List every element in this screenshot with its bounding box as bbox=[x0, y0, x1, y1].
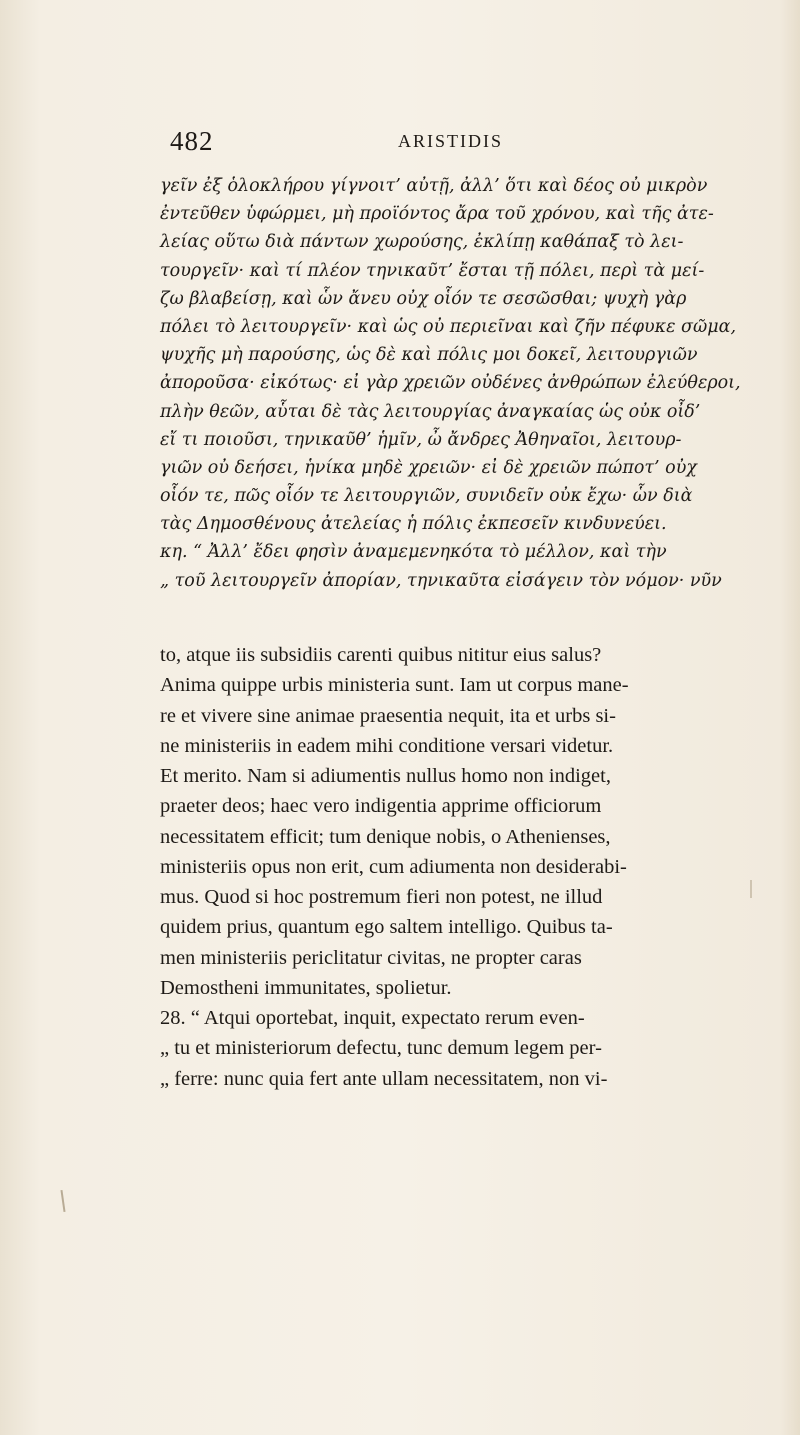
latin-line: Demostheni immunitates, spolietur. bbox=[160, 976, 452, 999]
latin-line: ministeriis opus non erit, cum adiumenta non desiderabi- bbox=[160, 855, 627, 878]
page-number: 482 bbox=[170, 126, 214, 156]
greek-line: ἐντεῦθεν ὑφώρμει, μὴ προϊόντος ἄρα τοῦ χρόνου, καὶ τῆς ἀτε- bbox=[160, 204, 714, 225]
greek-line: γιῶν οὐ δεήσει, ἡνίκα μηδὲ χρειῶν· εἰ δὲ χρειῶν πώποτ’ οὐχ bbox=[160, 457, 697, 478]
latin-line: quidem prius, quantum ego saltem intelligo. Quibus ta- bbox=[160, 916, 613, 939]
greek-line: ἀποροῦσα· εἰκότως· εἰ γὰρ χρειῶν οὐδένες ἀνθρώπων ἐλεύθεροι, bbox=[160, 373, 741, 394]
latin-line: Et merito. Nam si adiumentis nullus homo non indiget, bbox=[160, 765, 611, 787]
greek-line: κη. “ Ἀλλ’ ἔδει φησὶν ἀναμεμενηκότα τὸ μέλλον, καὶ τὴν bbox=[160, 542, 667, 563]
running-head: ARISTIDIS bbox=[398, 131, 504, 151]
latin-line: 28. “ Atqui oportebat, inquit, expectato rerum even- bbox=[160, 1007, 585, 1029]
latin-line: re et vivere sine animae praesentia nequit, ita et urbs si- bbox=[160, 704, 616, 727]
latin-line: „ ferre: nunc quia fert ante ullam necessitatem, non vi- bbox=[160, 1067, 608, 1090]
latin-translation-block bbox=[160, 640, 744, 1094]
latin-line: to, atque iis subsidiis carenti quibus nititur eius salus? bbox=[160, 644, 602, 666]
latin-line: praeter deos; haec vero indigentia apprime officiorum bbox=[160, 795, 602, 818]
latin-line: men ministeriis periclitatur civitas, ne propter caras bbox=[160, 946, 582, 969]
latin-line: mus. Quod si hoc postremum fieri non potest, ne illud bbox=[160, 886, 603, 908]
latin-line: „ tu et ministeriorum defectu, tunc demum legem per- bbox=[160, 1037, 602, 1060]
greek-line: πόλει τὸ λειτουργεῖν· καὶ ὡς οὐ περιεῖναι καὶ ζῆν πέφυκε σῶμα, bbox=[160, 316, 737, 337]
greek-line: τουργεῖν· καὶ τί πλέον τηνικαῦτ’ ἔσται τῇ πόλει, περὶ τὰ μεί- bbox=[160, 260, 705, 281]
greek-text-block bbox=[160, 172, 742, 595]
greek-line: ζω βλαβείσῃ, καὶ ὧν ἄνευ οὐχ οἷόν τε σεσῶσθαι; ψυχὴ γὰρ bbox=[160, 288, 687, 309]
greek-line: οἷόν τε, πῶς οἷόν τε λειτουργιῶν, συνιδεῖν οὐκ ἔχω· ὧν διὰ bbox=[160, 486, 693, 507]
greek-line: ψυχῆς μὴ παρούσης, ὡς δὲ καὶ πόλις μοι δοκεῖ, λειτουργιῶν bbox=[160, 345, 698, 366]
greek-line: „ τοῦ λειτουργεῖν ἀπορίαν, τηνικαῦτα εἰσάγειν τὸν νόμον· νῦν bbox=[160, 570, 722, 591]
latin-line: necessitatem efficit; tum denique nobis, o Athenienses, bbox=[160, 825, 611, 848]
latin-line: Anima quippe urbis ministeria sunt. Iam ut corpus mane- bbox=[160, 674, 629, 697]
margin-pencil-mark bbox=[60, 1190, 65, 1212]
greek-line: πλὴν θεῶν, αὗται δὲ τὰς λειτουργίας ἀναγκαίας ὡς οὐκ οἶδ’ bbox=[160, 401, 701, 422]
greek-line: λείας οὕτω διὰ πάντων χωρούσης, ἐκλίπῃ καθάπαξ τὸ λει- bbox=[160, 232, 684, 253]
greek-line: τὰς Δημοσθένους ἀτελείας ἡ πόλις ἐκπεσεῖν κινδυνεύει. bbox=[160, 514, 667, 535]
greek-line: γεῖν ἐξ ὁλοκλήρου γίγνοιτ’ αὐτῇ, ἀλλ’ ὅτι καὶ δέος οὐ μικρὸν bbox=[160, 176, 708, 196]
greek-line: εἴ τι ποιοῦσι, τηνικαῦθ’ ἡμῖν, ὦ ἄνδρες Ἀθηναῖοι, λειτουρ- bbox=[160, 429, 682, 450]
margin-pencil-mark bbox=[750, 880, 752, 898]
latin-line: ne ministeriis in eadem mihi conditione versari videtur. bbox=[160, 734, 614, 757]
page-header bbox=[170, 126, 730, 166]
